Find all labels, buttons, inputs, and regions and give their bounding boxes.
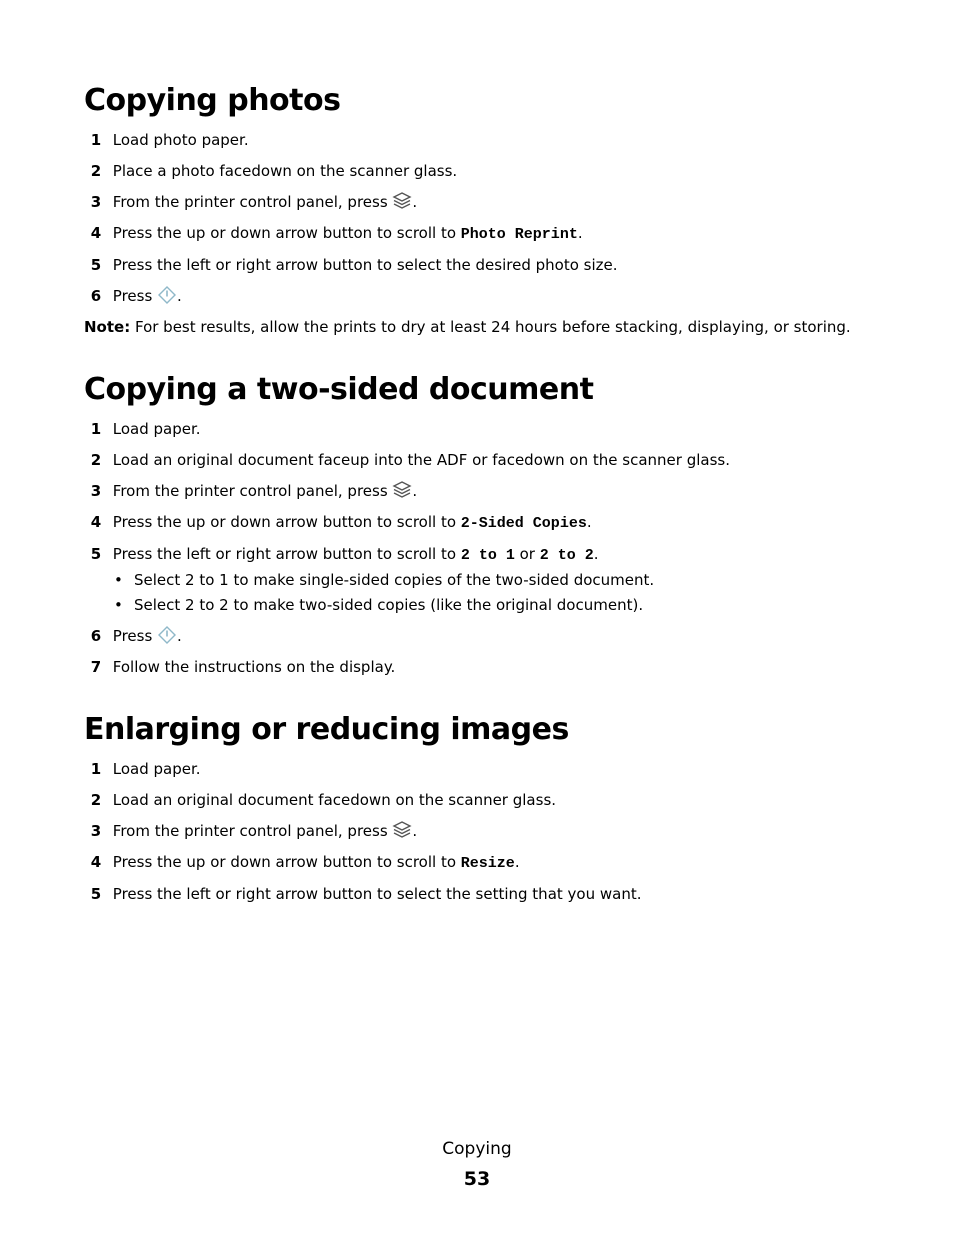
step-3: 3 From the printer control panel, press . — [90, 822, 418, 840]
step-4: 4 Press the up or down arrow button to scroll to Photo Reprint. — [90, 224, 583, 243]
menu-option-code: Photo Reprint — [460, 226, 578, 243]
note — [84, 316, 851, 338]
note-text: For best results, allow the prints to dry at least 24 hours before stacking, displaying, or storing. — [130, 318, 851, 336]
step-7: 7 Follow the instructions on the display. — [90, 658, 396, 676]
step-2: 2 Place a photo facedown on the scanner glass. — [90, 162, 458, 180]
step-6: 6 Press . — [90, 627, 182, 645]
menu-option-code: 2-Sided Copies — [460, 515, 587, 532]
start-icon — [157, 286, 177, 304]
step-4: 4 Press the up or down arrow button to scroll to Resize. — [90, 853, 520, 872]
bullet-item: • Select 2 to 1 to make single-sided copies of the two-sided document. — [114, 571, 655, 589]
copy-mode-icon — [392, 481, 412, 499]
step-5: 5 Press the left or right arrow button to select the desired photo size. — [90, 256, 618, 274]
bullet-dot: • — [114, 571, 123, 589]
section-title-two-sided: Copying a two-sided document — [84, 372, 594, 407]
menu-option-code: Resize — [460, 855, 515, 872]
step-1: 1 Load paper. — [90, 420, 201, 438]
step-3: 3 From the printer control panel, press . — [90, 193, 418, 211]
page-number: 53 — [463, 1168, 491, 1190]
copy-mode-icon — [392, 192, 412, 210]
note-label: Note: — [84, 318, 131, 336]
menu-option-code: 2 to 1 — [460, 547, 515, 564]
footer-chapter-label: Copying — [442, 1139, 512, 1159]
bullet-item: • Select 2 to 2 to make two-sided copies (like the original document). — [114, 596, 644, 614]
menu-option-code: 2 to 2 — [539, 547, 594, 564]
start-icon — [157, 626, 177, 644]
step-2: 2 Load an original document facedown on the scanner glass. — [90, 791, 557, 809]
step-3: 3 From the printer control panel, press . — [90, 482, 418, 500]
section-title-enlarging: Enlarging or reducing images — [84, 712, 569, 747]
step-1: 1 Load paper. — [90, 760, 201, 778]
step-1: 1 Load photo paper. — [90, 131, 249, 149]
step-6: 6 Press . — [90, 287, 182, 305]
section-title-copying-photos: Copying photos — [84, 83, 341, 118]
step-5: 5 Press the left or right arrow button to select the setting that you want. — [90, 885, 642, 903]
step-5: 5 Press the left or right arrow button to scroll to 2 to 1 or 2 to 2. — [90, 545, 599, 564]
bullet-dot: • — [114, 596, 123, 614]
copy-mode-icon — [392, 821, 412, 839]
step-2: 2 Load an original document faceup into the ADF or facedown on the scanner glass. — [90, 451, 730, 469]
step-4: 4 Press the up or down arrow button to scroll to 2-Sided Copies. — [90, 513, 592, 532]
